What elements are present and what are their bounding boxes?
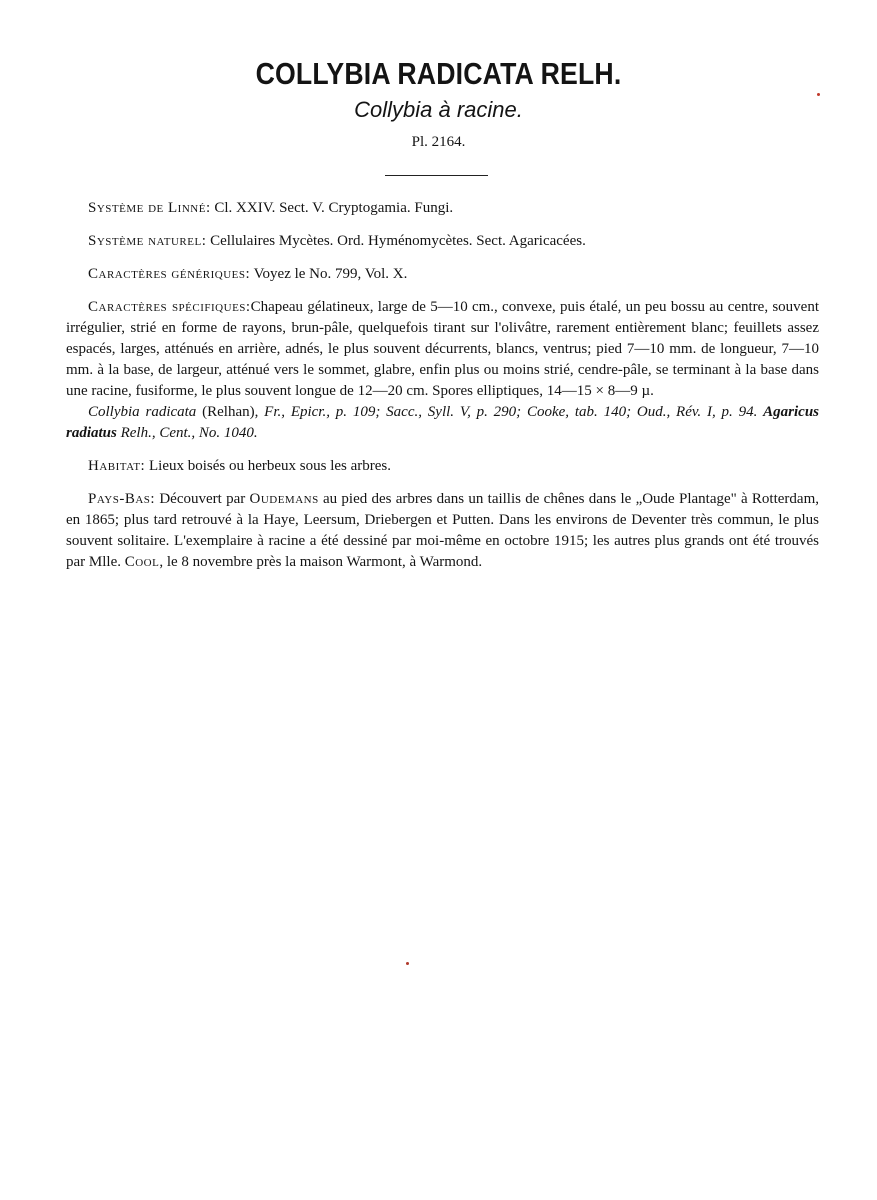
section-pays-bas	[66, 489, 819, 573]
section-text: Chapeau gélatineux, large de 5—10 cm., convexe, puis étalé, un peu bossu au centre, souvent irrégulier, strié en forme de rayons, brun-pâle, quelquefois tirant sur l'olivâtre, rarement entièrement blanc; feuillets assez espacés, larges, atténués en arrière, adnés, le plus souvent décurrents, blancs, ventrus; pied 7—10 mm. de longueur, 7—10 mm. à la base, de largeur, atténué vers le sommet, glabre, enfin plus ou moins strié, cendre-pâle, se terminant à la base dans une racine, fusiforme, le plus souvent longue de 12—20 cm. Spores elliptiques, 14—15 × 8—9 µ.	[66, 299, 820, 399]
synonym-citation: Relh., Cent., No. 1040.	[116, 425, 258, 441]
title-divider	[385, 175, 488, 176]
ink-speck	[817, 93, 820, 96]
person-name: Oudemans	[249, 491, 319, 507]
section-habitat	[66, 456, 819, 477]
section-text: Découvert par	[155, 491, 250, 507]
section-naturel	[66, 231, 819, 252]
section-specifiques	[66, 297, 819, 402]
section-label: Caractères spécifiques:	[88, 299, 251, 315]
reference-citations: Fr., Epicr., p. 109; Sacc., Syll. V, p. 290; Cooke, tab. 140; Oud., Rév. I, p. 94.	[264, 404, 764, 420]
plate-number: Pl. 2164.	[411, 134, 466, 150]
section-generiques	[66, 264, 819, 285]
section-label: Caractères génériques:	[88, 266, 251, 282]
synonym-name: Agaricus radiatus	[66, 404, 820, 441]
person-name: Cool	[124, 554, 160, 570]
bibliographic-reference	[66, 402, 819, 444]
section-label: Système de Linné:	[88, 200, 211, 216]
section-label: Système naturel:	[88, 233, 207, 249]
section-text: Cellulaires Mycètes. Ord. Hyménomycètes. Sect. Agaricacées.	[206, 233, 586, 249]
page-title: COLLYBIA RADICATA RELH.	[255, 56, 622, 91]
section-text: , le 8 novembre près la maison Warmont, à Warmond.	[159, 554, 483, 570]
species-author: (Relhan),	[196, 404, 265, 420]
page-subtitle: Collybia à racine.	[354, 97, 523, 122]
section-label: Habitat:	[88, 458, 146, 474]
species-name: Collybia radicata	[88, 404, 197, 420]
ink-speck	[406, 962, 409, 965]
description-body	[66, 198, 819, 585]
section-linne	[66, 198, 819, 219]
section-text: Lieux boisés ou herbeux sous les arbres.	[145, 458, 392, 474]
section-text: au pied des arbres dans un taillis de chênes dans le „Oude Plantage" à Rotterdam, en 1865; plus tard retrouvé à la Haye, Leersum, Driebergen et Putten. Dans les environs de Deventer très commun, le plus souvent solitaire. L'exemplaire à racine a été dessiné par moi-même en octobre 1915; les autres plus grands ont été trouvés par Mlle.	[66, 491, 819, 570]
section-label: Pays-Bas:	[88, 491, 156, 507]
section-text: Voyez le No. 799, Vol. X.	[250, 266, 408, 282]
section-text: Cl. XXIV. Sect. V. Cryptogamia. Fungi.	[210, 200, 454, 216]
